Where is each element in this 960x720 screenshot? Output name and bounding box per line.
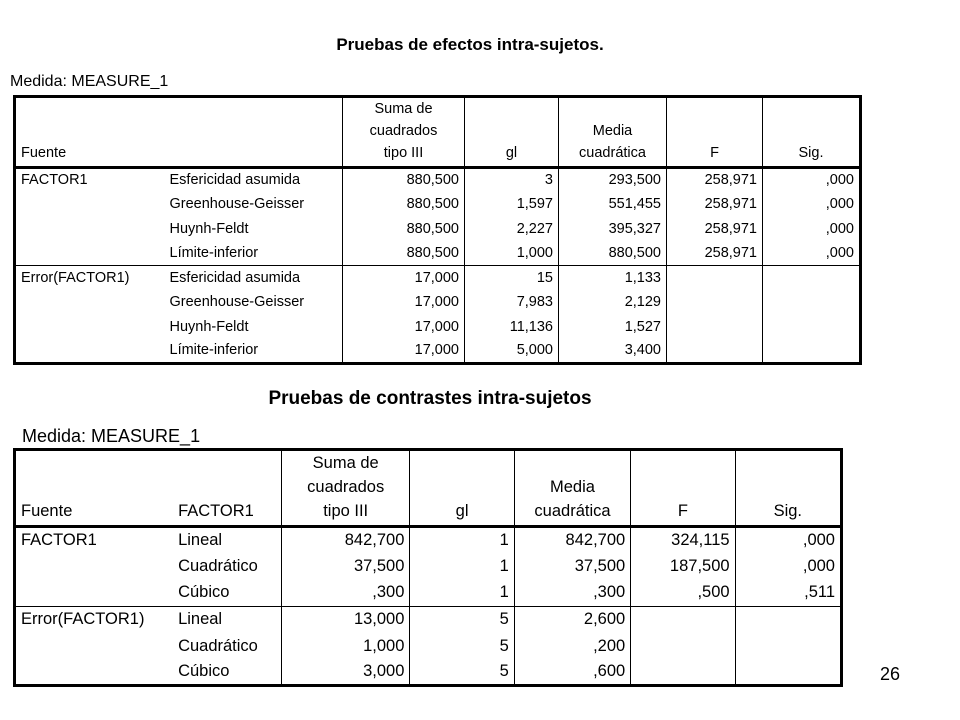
header-f: F <box>631 450 735 527</box>
row-source: FACTOR1 <box>15 168 165 193</box>
table-row <box>15 553 842 580</box>
row-sig: ,000 <box>763 168 861 193</box>
row-df: 2,227 <box>465 217 559 242</box>
row-f <box>667 339 763 364</box>
row-sig: ,000 <box>735 553 841 580</box>
table-row <box>15 290 861 315</box>
row-contrast: Lineal <box>173 527 281 554</box>
row-mean-square: ,600 <box>514 659 630 686</box>
row-contrast: Lineal <box>173 606 281 633</box>
row-sig <box>763 315 861 340</box>
row-sum-of-squares: 17,000 <box>343 315 465 340</box>
row-source <box>15 192 165 217</box>
header-factor <box>165 97 343 168</box>
row-source: Error(FACTOR1) <box>15 266 165 291</box>
header-row <box>15 450 842 527</box>
row-f: 258,971 <box>667 192 763 217</box>
row-mean-square: 1,527 <box>559 315 667 340</box>
header-source: Fuente <box>21 502 73 520</box>
header-df: gl <box>410 450 514 527</box>
row-source <box>15 290 165 315</box>
table-row <box>15 659 842 686</box>
row-f <box>667 290 763 315</box>
row-mean-square: 2,129 <box>559 290 667 315</box>
row-mean-square: 1,133 <box>559 266 667 291</box>
row-mean-square: 551,455 <box>559 192 667 217</box>
table-row <box>15 266 861 291</box>
header-ss-line: cuadrados <box>369 123 438 139</box>
header-source: Fuente <box>21 145 67 161</box>
row-sig <box>735 659 841 686</box>
header-f: F <box>667 97 763 168</box>
row-sig <box>735 606 841 633</box>
header-sig: Sig. <box>735 450 841 527</box>
row-source <box>15 553 174 580</box>
table-row <box>15 168 861 193</box>
row-sum-of-squares: 880,500 <box>343 217 465 242</box>
row-sig: ,000 <box>763 241 861 266</box>
row-df: 5,000 <box>465 339 559 364</box>
header-ss-line: tipo III <box>323 502 369 520</box>
row-mean-square: 293,500 <box>559 168 667 193</box>
table2-title: Pruebas de contrastes intra-sujetos <box>268 388 592 409</box>
header-ms-line: cuadrática <box>579 145 646 161</box>
table-row <box>15 606 842 633</box>
row-sum-of-squares: 880,500 <box>343 192 465 217</box>
row-df: 11,136 <box>465 315 559 340</box>
row-df: 1 <box>410 580 514 607</box>
row-correction: Huynh-Feldt <box>169 220 249 237</box>
row-sum-of-squares: 17,000 <box>343 339 465 364</box>
header-ms-line: cuadrática <box>534 502 611 520</box>
row-correction: Greenhouse-Geisser <box>169 294 305 310</box>
header-ss-line: Suma de <box>312 454 379 472</box>
row-contrast: Cuadrático <box>178 557 258 575</box>
header-sum-of-squares <box>343 97 465 168</box>
table1-title: Pruebas de efectos intra-sujetos. <box>336 35 604 54</box>
header-sig: Sig. <box>763 97 861 168</box>
row-mean-square: 37,500 <box>514 553 630 580</box>
table-row <box>15 339 861 364</box>
header-df: gl <box>465 97 559 168</box>
row-source: Error(FACTOR1) <box>15 606 174 633</box>
row-mean-square: 395,327 <box>559 217 667 242</box>
table2-measure-label: Medida: MEASURE_1 <box>22 426 201 446</box>
row-mean-square: 3,400 <box>559 339 667 364</box>
row-df: 5 <box>410 659 514 686</box>
row-correction: Esfericidad asumida <box>165 266 343 291</box>
within-subjects-effects-table <box>13 95 862 365</box>
row-source <box>15 659 174 686</box>
header-ss-line: cuadrados <box>307 478 385 496</box>
row-source <box>15 241 165 266</box>
row-source <box>15 633 174 660</box>
row-mean-square: 842,700 <box>514 527 630 554</box>
table-row <box>15 192 861 217</box>
row-contrast: Cúbico <box>178 583 230 602</box>
row-sig: ,511 <box>735 580 841 607</box>
table1-measure-label: Medida: MEASURE_1 <box>10 73 169 90</box>
row-f: 258,971 <box>667 168 763 193</box>
header-mean-square <box>559 97 667 168</box>
header-ms-line: Media <box>550 478 595 496</box>
row-sum-of-squares: ,300 <box>281 580 409 607</box>
row-mean-square: 880,500 <box>559 241 667 266</box>
header-factor: FACTOR1 <box>178 502 254 520</box>
table-row <box>15 217 861 242</box>
row-f <box>631 659 735 686</box>
row-correction: Límite-inferior <box>169 342 259 359</box>
row-df: 1,597 <box>465 192 559 217</box>
row-sum-of-squares: 17,000 <box>343 266 465 291</box>
row-source <box>15 217 165 242</box>
row-df: 15 <box>465 266 559 291</box>
row-contrast: Cúbico <box>178 662 230 681</box>
row-f: 324,115 <box>631 527 735 554</box>
within-subjects-contrasts-table <box>13 448 843 687</box>
row-correction: Límite-inferior <box>169 244 259 261</box>
row-sig: ,000 <box>735 527 841 554</box>
row-f: 258,971 <box>667 217 763 242</box>
row-source <box>15 580 174 607</box>
row-sum-of-squares: 17,000 <box>343 290 465 315</box>
page-number: 26 <box>880 664 901 684</box>
row-sig <box>763 339 861 364</box>
row-mean-square: ,200 <box>514 633 630 660</box>
header-ss-line: Suma de <box>374 101 433 117</box>
row-sum-of-squares: 13,000 <box>281 606 409 633</box>
row-f: 187,500 <box>631 553 735 580</box>
row-sum-of-squares: 880,500 <box>343 241 465 266</box>
row-mean-square: 2,600 <box>514 606 630 633</box>
row-source <box>15 315 165 340</box>
table-row <box>15 580 842 607</box>
row-f <box>631 606 735 633</box>
header-ms-line: Media <box>592 123 633 139</box>
row-sig <box>735 633 841 660</box>
header-sum-of-squares <box>281 450 409 527</box>
table-row <box>15 527 842 554</box>
header-mean-square <box>514 450 630 527</box>
row-f: 258,971 <box>667 241 763 266</box>
row-sum-of-squares: 1,000 <box>281 633 409 660</box>
row-correction: Greenhouse-Geisser <box>169 196 305 212</box>
row-f: ,500 <box>631 580 735 607</box>
row-df: 5 <box>410 633 514 660</box>
row-df: 1 <box>410 527 514 554</box>
row-sig <box>763 290 861 315</box>
row-contrast: Cuadrático <box>178 636 258 655</box>
table-row <box>15 241 861 266</box>
row-mean-square: ,300 <box>514 580 630 607</box>
row-correction: Huynh-Feldt <box>169 318 249 335</box>
row-df: 7,983 <box>465 290 559 315</box>
row-f <box>667 315 763 340</box>
row-sum-of-squares: 842,700 <box>281 527 409 554</box>
row-sum-of-squares: 880,500 <box>343 168 465 193</box>
row-f <box>631 633 735 660</box>
row-f <box>667 266 763 291</box>
table-row <box>15 315 861 340</box>
row-sig: ,000 <box>763 217 861 242</box>
table-row <box>15 633 842 660</box>
row-df: 3 <box>465 168 559 193</box>
row-df: 1,000 <box>465 241 559 266</box>
row-sig <box>763 266 861 291</box>
row-df: 5 <box>410 606 514 633</box>
row-source <box>15 339 165 364</box>
header-row <box>15 97 861 168</box>
row-sum-of-squares: 3,000 <box>281 659 409 686</box>
row-source: FACTOR1 <box>15 527 174 554</box>
header-ss-line: tipo III <box>383 145 424 161</box>
row-sum-of-squares: 37,500 <box>281 553 409 580</box>
row-df: 1 <box>410 553 514 580</box>
row-sig: ,000 <box>763 192 861 217</box>
row-correction: Esfericidad asumida <box>165 168 343 193</box>
